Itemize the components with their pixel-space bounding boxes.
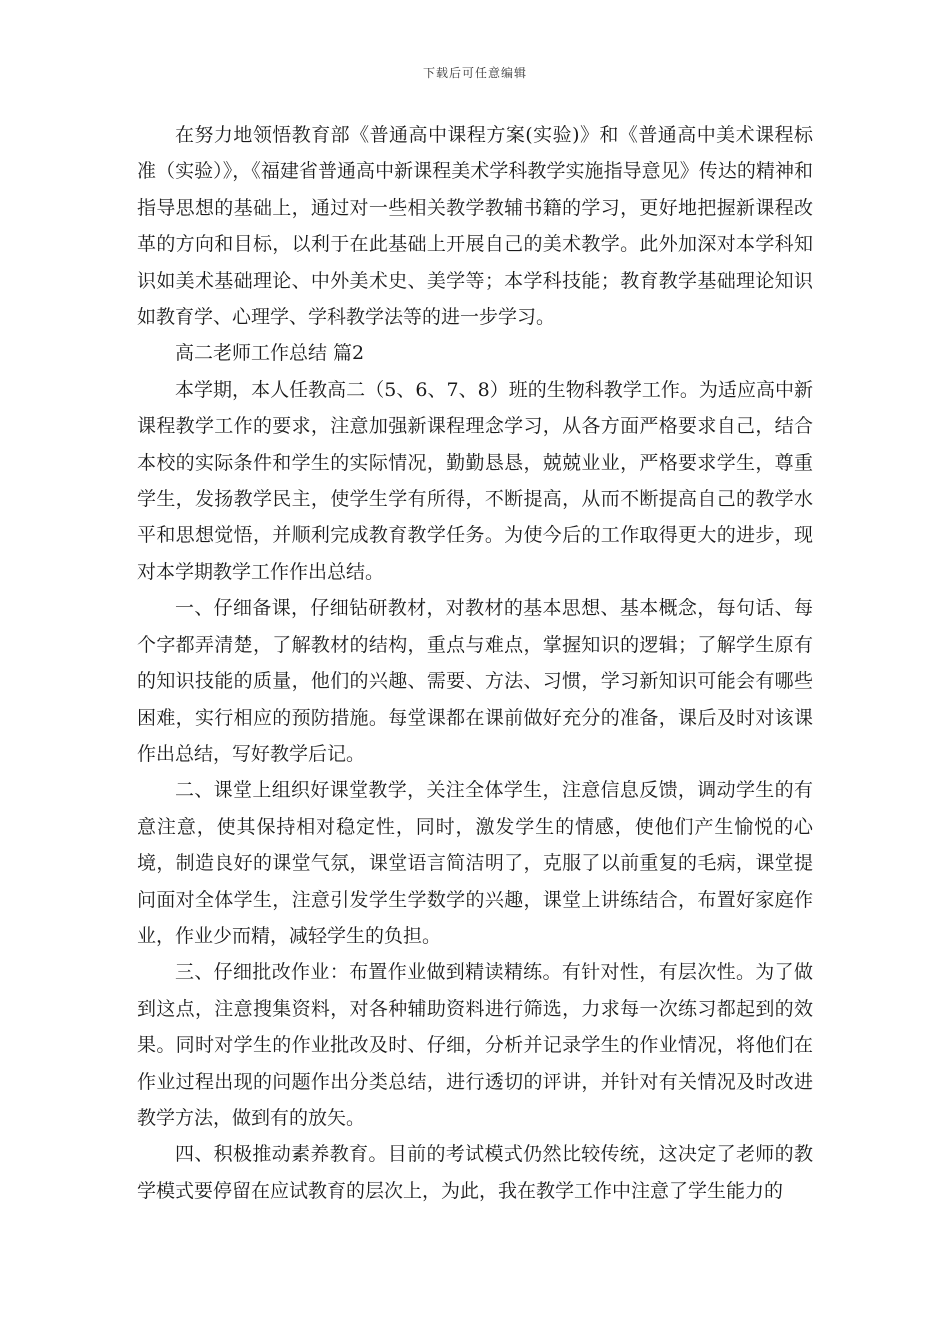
paragraph-point-4: 四、积极推动素养教育。目前的考试模式仍然比较传统，这决定了老师的教学模式要停留在应试教育的层次上，为此，我在教学工作中注意了学生能力的 [137,1143,813,1202]
page-header: 下载后可任意编辑 [422,66,527,80]
paragraph-point-3: 三、仔细批改作业：布置作业做到精读精练。有针对性，有层次性。为了做到这点，注意搜集资料，对各种辅助资料进行筛选，力求每一次练习都起到的效果。同时对学生的作业批改及时、仔细，分析并记录学生的作业情况，将他们在作业过程出现的问题作出分类总结，进行透切的评讲，并针对有关情况及时改进教学方法，做到有的放矢。 [137,961,813,1129]
paragraph-point-1: 一、仔细备课，仔细钻研教材，对教材的基本思想、基本概念，每句话、每个字都弄清楚，了解教材的结构，重点与难点，掌握知识的逻辑；了解学生原有的知识技能的质量，他们的兴趣、需要、方法、习惯，学习新知识可能会有哪些困难，实行相应的预防措施。每堂课都在课前做好充分的准备，课后及时对该课作出总结，写好教学后记。 [137,597,813,765]
paragraph-point-2: 二、课堂上组织好课堂教学，关注全体学生，注意信息反馈，调动学生的有意注意，使其保持相对稳定性，同时，激发学生的情感，使他们产生愉悦的心境，制造良好的课堂气氛，课堂语言简洁明了，克服了以前重复的毛病，课堂提问面对全体学生，注意引发学生学数学的兴趣，课堂上讲练结合，布置好家庭作业，作业少而精，减轻学生的负担。 [137,779,813,947]
section-heading: 高二老师工作总结 篇2 [175,342,365,365]
paragraph-summary: 本学期，本人任教高二（5、6、7、8）班的生物科教学工作。为适应高中新课程教学工作的要求，注意加强新课程理念学习，从各方面严格要求自己，结合本校的实际条件和学生的实际情况，勤勤恳恳，兢兢业业，严格要求学生，尊重学生，发扬教学民主，使学生学有所得，不断提高，从而不断提高自己的教学水平和思想觉悟，并顺利完成教育教学任务。为使今后的工作取得更大的进步，现对本学期教学工作作出总结。 [137,378,813,583]
paragraph-intro: 在努力地领悟教育部《普通高中课程方案(实验)》和《普通高中美术课程标准（实验）》，《福建省普通高中新课程美术学科教学实施指导意见》传达的精神和指导思想的基础上，通过对一些相关教学教辅书籍的学习，更好地把握新课程改革的方向和目标，以利于在此基础上开展自己的美术教学。此外加深对本学科知识如美术基础理论、中外美术史、美学等；本学科技能；教育教学基础理论知识如教育学、心理学、学科教学法等的进一步学习。 [137,124,813,329]
document-body [137,117,813,1209]
